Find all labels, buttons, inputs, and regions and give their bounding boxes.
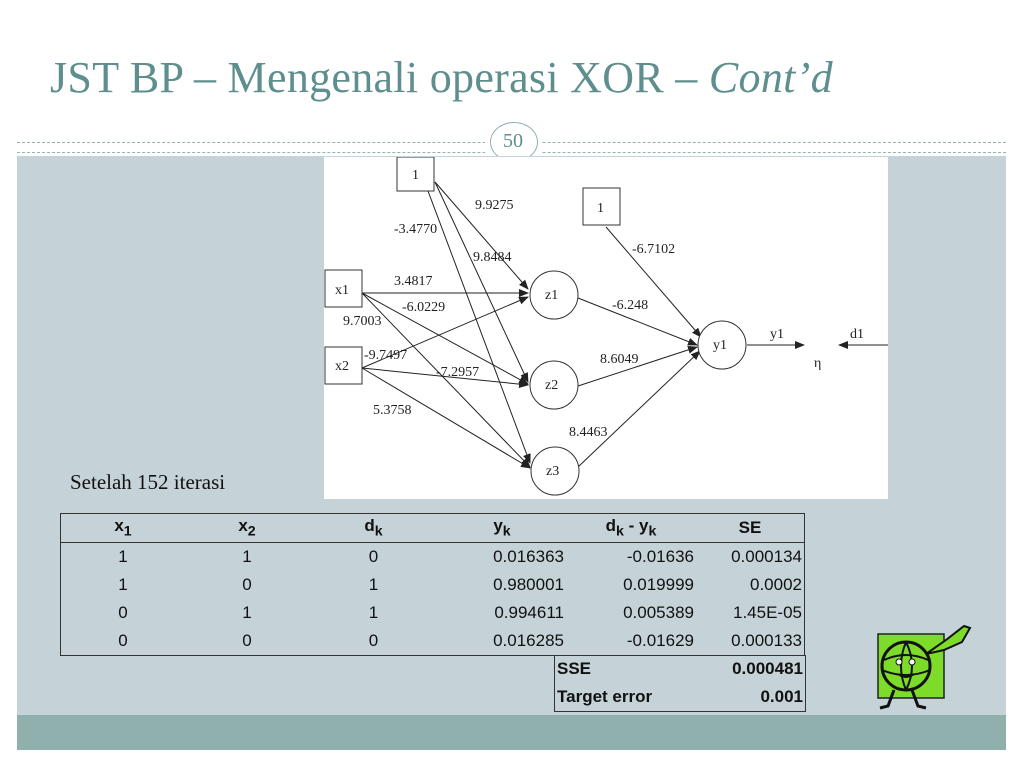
summary-value: 0.001 (679, 683, 806, 712)
network-diagram (324, 157, 888, 499)
table-cell: 1 (61, 571, 186, 599)
mascot-svg (866, 620, 976, 715)
bias-label-hidden: 1 (412, 168, 419, 183)
col-yk: $y_k$ (438, 514, 566, 543)
network-svg (324, 157, 888, 499)
hidden-label-z2: z2 (545, 378, 559, 393)
globe-mascot-clipart (866, 620, 976, 715)
weight-x1-z3: 9.7003 (343, 314, 382, 329)
table-cell: 0.000134 (696, 543, 805, 572)
table-cell: 0.994611 (494, 603, 564, 622)
table-cell: 1 (242, 547, 252, 566)
table-cell: 0 (61, 599, 186, 627)
table-cell: 0.016285 (438, 627, 566, 656)
slide-title (50, 52, 990, 103)
col-dk: $d_k$ (309, 514, 438, 543)
table-cell: 0.016363 (493, 547, 564, 566)
col-x1: $x_1$ (61, 514, 186, 543)
table-cell: 1 (368, 603, 379, 622)
summary-row-sse (555, 655, 806, 683)
weight-x1-z2: -6.0229 (402, 300, 446, 315)
weight-b-z3: -3.4770 (394, 222, 438, 237)
table-cell: 0.019999 (623, 575, 694, 594)
weight-b-z1: 9.9275 (475, 198, 514, 213)
input-label-x1: x1 (335, 283, 349, 298)
page-number: 50 (503, 130, 523, 152)
table-row (61, 627, 805, 656)
col-se: SE (696, 514, 805, 543)
table-header-row (61, 514, 805, 543)
target-label: d1 (850, 327, 864, 342)
summary-row-target (555, 683, 806, 712)
table-row (61, 543, 805, 572)
table-cell: 1 (61, 543, 186, 572)
input-label-x2: x2 (335, 359, 349, 374)
table-cell: 1.45E-05 (696, 599, 805, 627)
table-cell: 0.980001 (493, 575, 564, 594)
iteration-caption: Setelah 152 iterasi (70, 470, 226, 494)
output-arrow-label: y1 (770, 327, 784, 342)
table-cell: 1 (368, 575, 379, 594)
weight-z2-y: 8.6049 (600, 352, 639, 367)
hidden-label-z3: z3 (546, 464, 560, 479)
results-table (60, 513, 805, 656)
edge-b-z3 (428, 191, 530, 463)
output-label-y1: y1 (713, 338, 727, 353)
weight-z1-y: -6.248 (612, 298, 649, 313)
eta-label: η (814, 356, 822, 371)
table-cell: -0.01636 (626, 547, 694, 566)
summary-label: SSE (555, 655, 680, 683)
edge-z3-y (578, 351, 700, 467)
summary-value: 0.000481 (679, 655, 806, 683)
weight-z3-y: 8.4463 (569, 425, 608, 440)
table-cell: -0.01629 (566, 627, 696, 656)
col-dk-yk: $d_k - y_k$ (566, 514, 696, 543)
table-cell: 0.000133 (696, 627, 805, 656)
footer-bar (17, 715, 1006, 750)
weight-x2-z3: 5.3758 (373, 403, 412, 418)
weight-x2-z1: -9.7497 (364, 348, 408, 363)
bias-label-output: 1 (597, 201, 604, 216)
summary-table (554, 655, 806, 712)
table-cell: 0 (61, 627, 186, 656)
table-cell: 0.0002 (696, 571, 805, 599)
weight-x1-z1: 3.4817 (394, 274, 433, 289)
title-main: JST BP – Mengenali operasi XOR – (50, 53, 709, 102)
table-cell: 0.005389 (623, 603, 694, 622)
summary-label: Target error (555, 683, 680, 712)
table-cell: 1 (242, 603, 252, 622)
table-cell: 0 (185, 627, 309, 656)
hidden-label-z1: z1 (545, 288, 559, 303)
table-body (61, 543, 805, 656)
table-row (61, 571, 805, 599)
weight-x2-z2: -7.2957 (436, 365, 480, 380)
weight-b-z2: 9.8484 (473, 250, 512, 265)
table-row (61, 599, 805, 627)
title-italic: Cont’d (708, 53, 833, 102)
table-cell: 0 (368, 547, 379, 566)
edge-x1-z3 (362, 293, 530, 467)
table-cell: 0 (242, 575, 252, 594)
col-x2: $x_2$ (185, 514, 309, 543)
table-cell: 0 (309, 627, 438, 656)
weight-b-y: -6.7102 (632, 242, 676, 257)
